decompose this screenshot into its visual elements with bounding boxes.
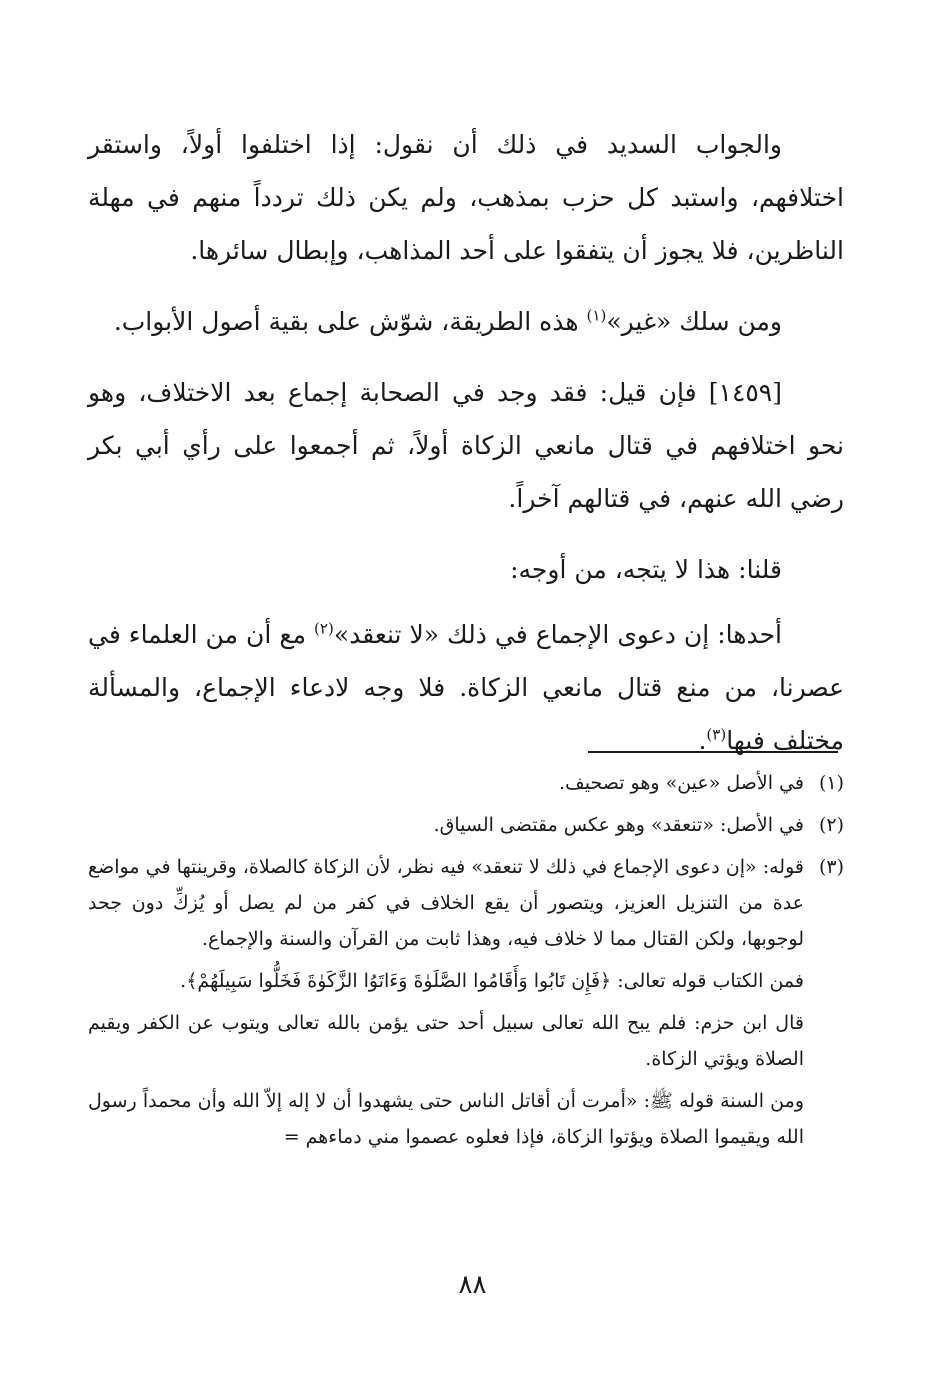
paragraph: [١٤٥٩] فإن قيل: فقد وجد في الصحابة إجماع بعد الاختلاف، وهو نحو اختلافهم في قتال مانعي الزكاة أولاً، ثم أجمعوا على رأي أبي بكر رضي الله عنهم، في قتالهم آخراً. [88,378,844,513]
footnote [88,849,844,1161]
footnote-ref: (٢) [314,619,334,638]
paragraph [88,608,844,767]
footnote-separator [588,751,838,753]
paragraph: والجواب السديد في ذلك أن نقول: إذا اختلفوا أولاً، واستقر اختلافهم، واستبد كل حزب بمذهب، ولم يكن ذلك تردداً منهم في مهلة الناظرين، فلا يجوز أن يتفقوا على أحد المذاهب، وإبطال سائرها. [88,130,844,265]
footnote-body [88,849,804,1161]
paragraph-text: مع أن من العلماء في عصرنا، من منع قتال مانعي الزكاة. فلا وجه لادعاء الإجماع، والمسألة مختلف فيها [88,620,844,755]
footnote-number: (١) [818,772,844,794]
footnote-text: في الأصل: «تنعقد» وهو عكس مقتضى السياق. [433,814,804,836]
paragraph [88,295,844,348]
paragraph-text: ومن سلك «غير» [606,307,782,336]
paragraph-text: . [698,726,707,755]
footnote-ref: (٣) [706,725,727,744]
paragraph-text: أحدها: إن دعوى الإجماع في ذلك «لا تنعقد» [333,620,782,649]
footnote-text: في الأصل «عين» وهو تصحيف. [559,772,804,794]
page-number: ٨٨ [458,1270,487,1300]
footnote-number: (٢) [818,814,844,836]
footnotes [88,765,844,1167]
footnote-ref: (١) [586,306,607,325]
main-text [88,118,844,785]
footnote [88,765,844,801]
footnote-text: قوله: «إن دعوى الإجماع في ذلك لا تنعقد» فيه نظر، لأن الزكاة كالصلاة، وقرينتها في مواضع عدة من التنزيل العزيز، ويتصور أن يقع الخلاف في كفر من لم يصل أو يُزكِّ دون جحد لوجوبها، ولكن القتال مما لا خلاف فيه، وهذا ثابت من القرآن والسنة والإجماع. [88,856,804,950]
footnote-number: (٣) [818,856,844,878]
quran-verse: فمن الكتاب قوله تعالى: ﴿فَإِن تَابُوا وَأَقَامُوا الصَّلَوٰةَ وَءَاتَوُا الزَّكَوٰةَ فَخَلُّوا سَبِيلَهُمْ﴾. [180,970,804,992]
footnote-text: ومن السنة قوله ﷺ: «أمرت أن أقاتل الناس حتى يشهدوا أن لا إله إلاّ الله وأن محمداً رسول الله ويقيموا الصلاة ويؤتوا الزكاة، فإذا فعلوه عصموا مني دماءهم = [88,1090,804,1148]
footnote-text: قال ابن حزم: فلم يبح الله تعالى سبيل أحد حتى يؤمن بالله تعالى ويتوب عن الكفر ويقيم الصلاة ويؤتي الزكاة. [88,1012,804,1070]
paragraph: قلنا: هذا لا يتجه، من أوجه: [510,555,782,584]
paragraph-text: هذه الطريقة، شوّش على بقية أصول الأبواب. [113,307,587,336]
footnote [88,807,844,843]
